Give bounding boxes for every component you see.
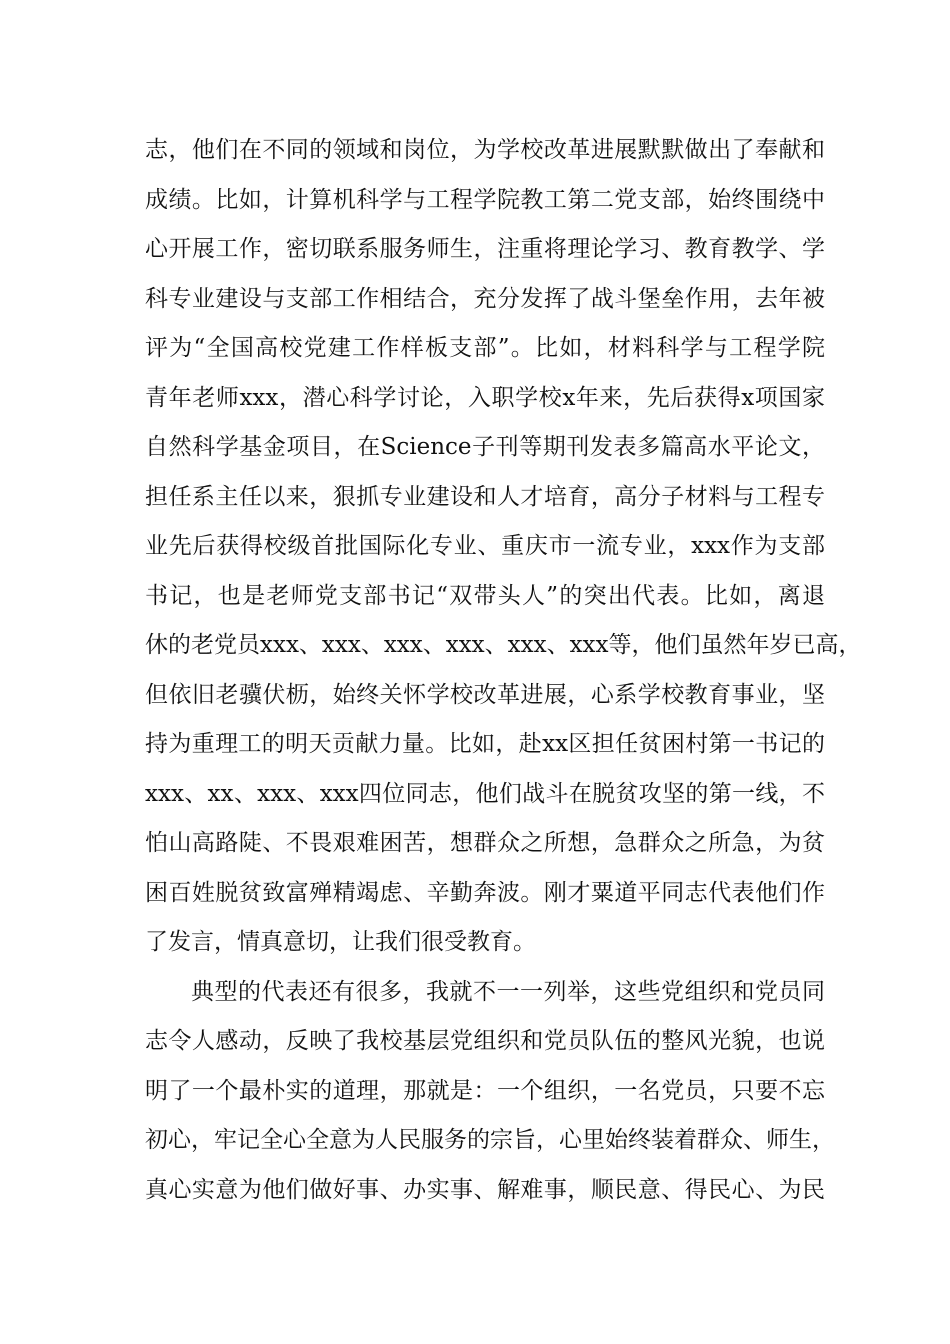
text-line: 志，他们在不同的领域和岗位，为学校改革进展默默做出了奉献和: [145, 137, 825, 163]
text-line: 科专业建设与支部工作相结合，充分发挥了战斗堡垒作用，去年被: [145, 285, 825, 312]
text-line: 典型的代表还有很多，我就不一一列举，这些党组织和党员同: [191, 978, 825, 1005]
text-line: 休的老党员xxx、xxx、xxx、xxx、xxx、xxx等，他们虽然年岁已高，: [145, 632, 862, 658]
text-line: 书记，也是老师党支部书记“双带头人”的突出代表。比如，离退: [145, 582, 825, 609]
paragraph-1: [145, 126, 862, 968]
text-line: 志令人感动，反映了我校基层党组织和党员队伍的整风光貌，也说: [145, 1028, 825, 1054]
text-line: 困百姓脱贫致富殚精竭虑、辛勤奔波。刚才粟道平同志代表他们作: [145, 879, 825, 906]
text-line: 真心实意为他们做好事、办实事、解难事，顺民意、得民心、为民: [145, 1176, 825, 1203]
text-line: 青年老师xxx，潜心科学讨论，入职学校x年来，先后获得x项国家: [145, 384, 825, 411]
text-line: 明了一个最朴实的道理，那就是：一个组织，一名党员，只要不忘: [145, 1077, 825, 1104]
text-line: 评为“全国高校党建工作样板支部”。比如，材料科学与工程学院: [145, 335, 825, 361]
text-line: 成绩。比如，计算机科学与工程学院教工第二党支部，始终围绕中: [145, 186, 825, 213]
text-line: 持为重理工的明天贡献力量。比如，赴xx区担任贫困村第一书记的: [145, 731, 825, 757]
text-line: 但依旧老骥伏枥，始终关怀学校改革进展，心系学校教育事业，坚: [145, 681, 825, 708]
text-line: 业先后获得校级首批国际化专业、重庆市一流专业，xxx作为支部: [145, 533, 825, 559]
text-line: 自然科学基金项目，在Science子刊等期刊发表多篇高水平论文，: [145, 434, 825, 460]
text-line: xxx、xx、xxx、xxx四位同志，他们战斗在脱贫攻坚的第一线，不: [145, 780, 825, 807]
text-line: 心开展工作，密切联系服务师生，注重将理论学习、教育教学、学: [145, 236, 825, 262]
text-line: 初心，牢记全心全意为人民服务的宗旨，心里始终装着群众、师生，: [145, 1127, 835, 1153]
text-line: 了发言，情真意切，让我们很受教育。: [145, 929, 536, 955]
paragraph-2: [145, 968, 835, 1216]
text-line: 怕山高路陡、不畏艰难困苦，想群众之所想，急群众之所急，为贫: [145, 830, 825, 856]
body-text: [145, 126, 862, 1215]
text-line: 担任系主任以来，狠抓专业建设和人才培育，高分子材料与工程专: [145, 483, 825, 510]
